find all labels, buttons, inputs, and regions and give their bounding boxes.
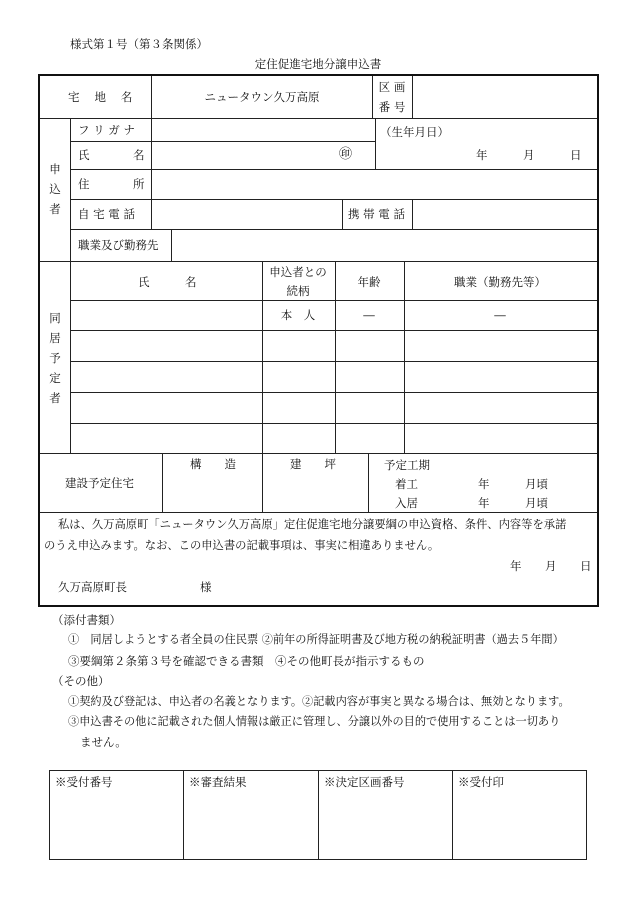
declaration-day: 日 [580, 559, 592, 573]
other-line-1: ①契約及び登記は、申込者の名義となります。②記載内容が事実と異なる場合は、無効となります。 [68, 695, 570, 708]
receipt-stamp-label: ※受付印 [458, 775, 504, 789]
cohabitant-group-char: 同 [49, 311, 61, 325]
form-number: 様式第１号（第３条関係） [70, 37, 208, 51]
declaration-year: 年 [510, 559, 522, 573]
occupation-label: 職業及び勤務先 [78, 238, 159, 252]
attachments-heading: （添付書類） [52, 613, 121, 627]
name-field[interactable] [158, 145, 333, 165]
section-number-field[interactable] [420, 84, 590, 114]
form-title: 定住促進宅地分譲申込書 [254, 57, 382, 71]
floor-area-label: 建 坪 [290, 457, 336, 471]
birth-date-label: （生年月日） [380, 125, 449, 139]
name-label: 名 [133, 148, 145, 162]
birth-day-label: 日 [570, 148, 582, 162]
attachments-line-1: ① 同居しようとする者全員の住民票 ②前年の所得証明書及び地方税の納税証明書（過去５年間） [68, 633, 564, 646]
self-age-dash: ― [363, 308, 375, 322]
declaration-line-1: 私は、久万高原町「ニュータウン久万高原」定住促進宅地分譲要綱の申込資格、条件、内容等を承諾 [58, 518, 567, 531]
applicant-group-char: 申 [49, 162, 61, 176]
occupation-field[interactable] [178, 234, 592, 256]
other-line-2: ③申込書その他に記載された個人情報は厳正に管理し、分譲以外の目的で使用することは一切あり [68, 715, 561, 728]
addressee: 久万高原町長 [58, 580, 127, 594]
receipt-number-label: ※受付番号 [55, 775, 113, 789]
cohabitant-name-header: 名 [185, 275, 197, 289]
structure-label: 構 造 [190, 457, 236, 471]
schedule-label: 予定工期 [384, 458, 430, 472]
mobile-phone-label: 携 帯 電 話 [348, 207, 405, 221]
planned-house-label: 建設予定住宅 [65, 476, 134, 490]
mobile-phone-field[interactable] [420, 203, 592, 225]
birth-year-label: 年 [476, 148, 488, 162]
movein-year-label: 年 [478, 496, 490, 510]
home-phone-field[interactable] [158, 203, 338, 225]
cohabitant-group-char: 居 [49, 331, 61, 345]
section-label-bottom: 番 号 [378, 100, 406, 114]
other-line-3: ません。 [80, 735, 127, 749]
start-year-label: 年 [478, 477, 490, 491]
home-phone-label: 自 宅 電 話 [78, 207, 135, 221]
movein-label: 入居 [395, 496, 418, 510]
name-label: 氏 [78, 148, 90, 162]
applicant-group-char: 込 [49, 182, 61, 196]
cohabitant-group-char: 定 [49, 371, 61, 385]
section-label-top: 区 画 [378, 80, 406, 94]
address-field[interactable] [158, 173, 593, 195]
declaration-line-2: のうえ申込みます。なお、この申込書の記載事項は、事実に相違ありません。 [44, 539, 440, 552]
start-label: 着工 [395, 477, 418, 491]
declaration-month: 月 [545, 559, 557, 573]
other-heading: （その他） [52, 674, 110, 688]
relation-header: 申込者との [269, 265, 327, 279]
birth-month-label: 月 [523, 148, 535, 162]
self-occupation-dash: ― [494, 308, 506, 322]
seal-mark: ㊞ [339, 147, 353, 162]
address-label: 住 [78, 177, 90, 191]
furigana-label: フ リ ガ ナ [78, 123, 135, 137]
cohabitant-group-char: 予 [49, 351, 61, 365]
lot-name-label: 宅 地 名 [68, 90, 135, 104]
applicant-group-char: 者 [49, 202, 61, 216]
age-header: 年齢 [357, 275, 381, 289]
review-result-label: ※審査結果 [189, 775, 247, 789]
cohabitant-name-header: 氏 [138, 275, 150, 289]
decided-lot-number-label: ※決定区画番号 [324, 775, 405, 789]
address-label: 所 [133, 177, 145, 191]
furigana-field[interactable] [158, 121, 368, 139]
cohabitant-group-char: 者 [49, 391, 61, 405]
movein-month-label: 月頃 [525, 496, 548, 510]
attachments-line-2: ③要綱第２条第３号を確認できる書類 ④その他町長が指示するもの [68, 654, 425, 668]
occupation-header: 職業（勤務先等） [454, 275, 546, 289]
lot-name-value: ニュータウン久万高原 [204, 90, 320, 104]
self-relation: 本 人 [280, 308, 316, 322]
honorific: 様 [200, 580, 212, 594]
relation-header: 続柄 [286, 284, 310, 298]
start-month-label: 月頃 [525, 477, 548, 491]
